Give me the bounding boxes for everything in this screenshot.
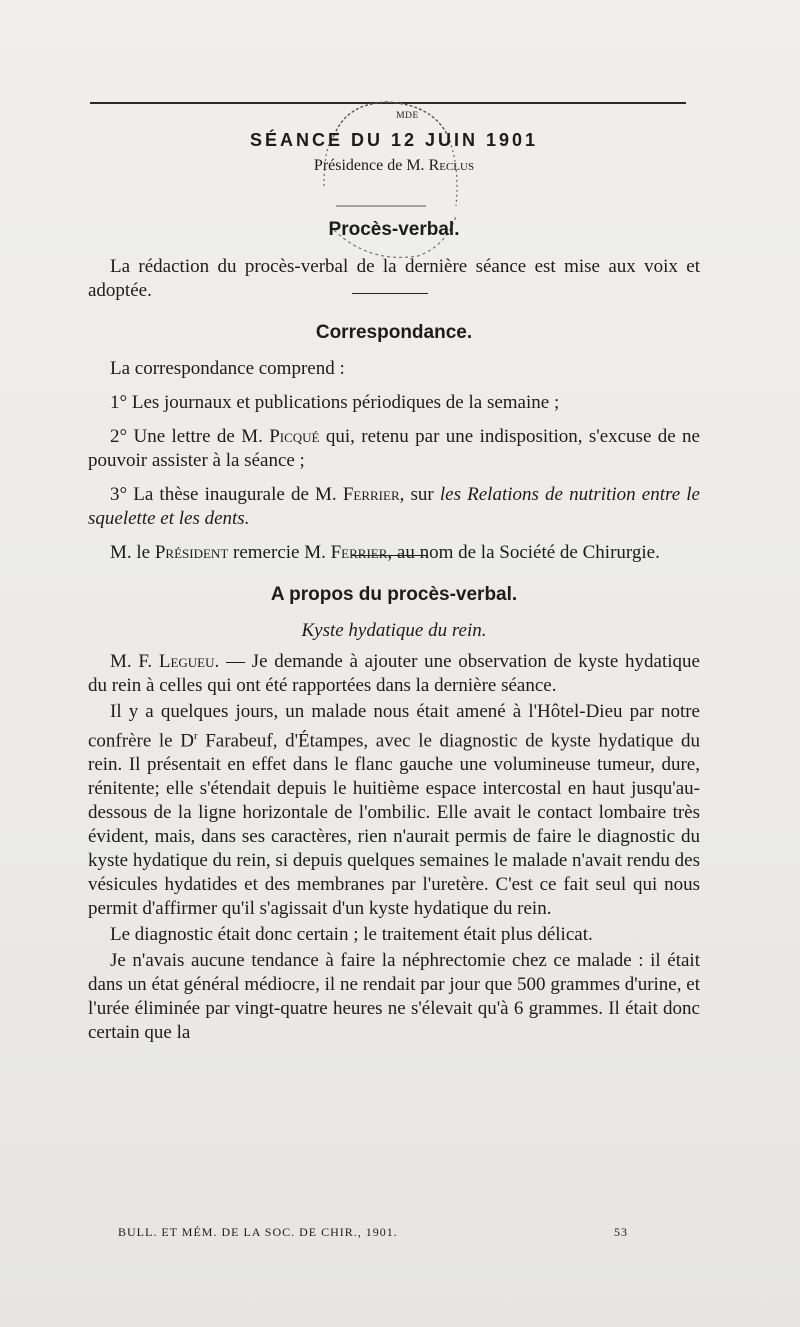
top-rule <box>90 102 686 104</box>
thesis-title: les Relations de nutrition entre le squelette et les dents. <box>88 484 700 529</box>
section-divider <box>352 293 428 294</box>
apropos-subtitle: Kyste hydatique du rein. <box>301 620 487 641</box>
correspondance-thanks: M. le Président remercie M. Ferrier, au nom de la Société de Chirurgie. <box>110 542 660 563</box>
name-ferrier: Ferrier <box>342 484 400 505</box>
journal-reference: BULL. ET MÉM. DE LA SOC. DE CHIR., 1901. <box>118 1225 398 1239</box>
seance-title: SÉANCE DU 12 JUIN 1901 <box>249 130 539 150</box>
paragraph-case: Il y a quelques jours, un malade nous était amené à l'Hôtel-Dieu par notre confrère le $D^r$ Farabeuf, d'Étampes, avec le diagnostic de kyste hydatique du rein. Il présentait en effet dans le flanc gauche une volumineuse tumeur, dure, rénitente; elle s'étendait depuis le huitième espace intercostal en haut jusqu'au-dessous de la ligne horizontale de l'ombilic. Elle avait le contact lombaire très évident, mais, dans ses caractères, rien n'aurait permis de faire le diagnostic du kyste hydatique du rein, si depuis quelques semaines le malade n'avait rendu des vésicules hydatides et des membranes par l'uretère. C'est ce fait seul qui nous permit d'affirmer qu'il s'agissait d'un kyste hydatique du rein. <box>88 701 700 920</box>
main-content <box>88 122 700 1045</box>
paragraph-treatment: Je n'avais aucune tendance à faire la néphrectomie chez ce malade : il était dans un état général médiocre, il ne rendait par jour que 500 grammes d'urine, et l'urée éliminée par vingt-quatre heures ne s'élevait qu'à 6 grammes. Il était donc certain que la <box>88 950 700 1044</box>
president-name: Reclus <box>428 157 475 174</box>
presidence-prefix: Présidence de M. <box>313 157 429 174</box>
page-footer <box>118 1225 628 1240</box>
paragraph-legueu: M. F. Legueu. — Je demande à ajouter une observation de kyste hydatique du rein à celles qui ont été rapportées dans la dernière séance. <box>88 651 700 696</box>
presidence-line <box>88 157 700 175</box>
name-picque: Picqué <box>269 426 320 447</box>
correspondance-heading: Correspondance. <box>315 322 473 343</box>
correspondance-item-1: 1° Les journaux et publications périodiques de la semaine ; <box>110 392 560 413</box>
apropos-heading: A propos du procès-verbal. <box>270 584 518 605</box>
correspondance-item-3: 3° La thèse inaugurale de M. Ferrier, sur les Relations de nutrition entre le squelette et les dents. <box>88 484 700 529</box>
proces-verbal-text: La rédaction du procès-verbal de la dernière séance est mise aux voix et adoptée. <box>88 256 700 301</box>
page-number: 53 <box>614 1225 628 1239</box>
correspondance-item-2: 2° Une lettre de M. Picqué qui, retenu par une indisposition, s'excuse de ne pouvoir assister à la séance ; <box>88 426 700 471</box>
svg-text:ᴍᴅᴇ: ᴍᴅᴇ <box>396 107 419 122</box>
proces-verbal-heading: Procès-verbal. <box>328 219 460 240</box>
paragraph-diagnostic: Le diagnostic était donc certain ; le traitement était plus délicat. <box>110 924 593 946</box>
correspondance-intro: La correspondance comprend : <box>110 358 345 379</box>
